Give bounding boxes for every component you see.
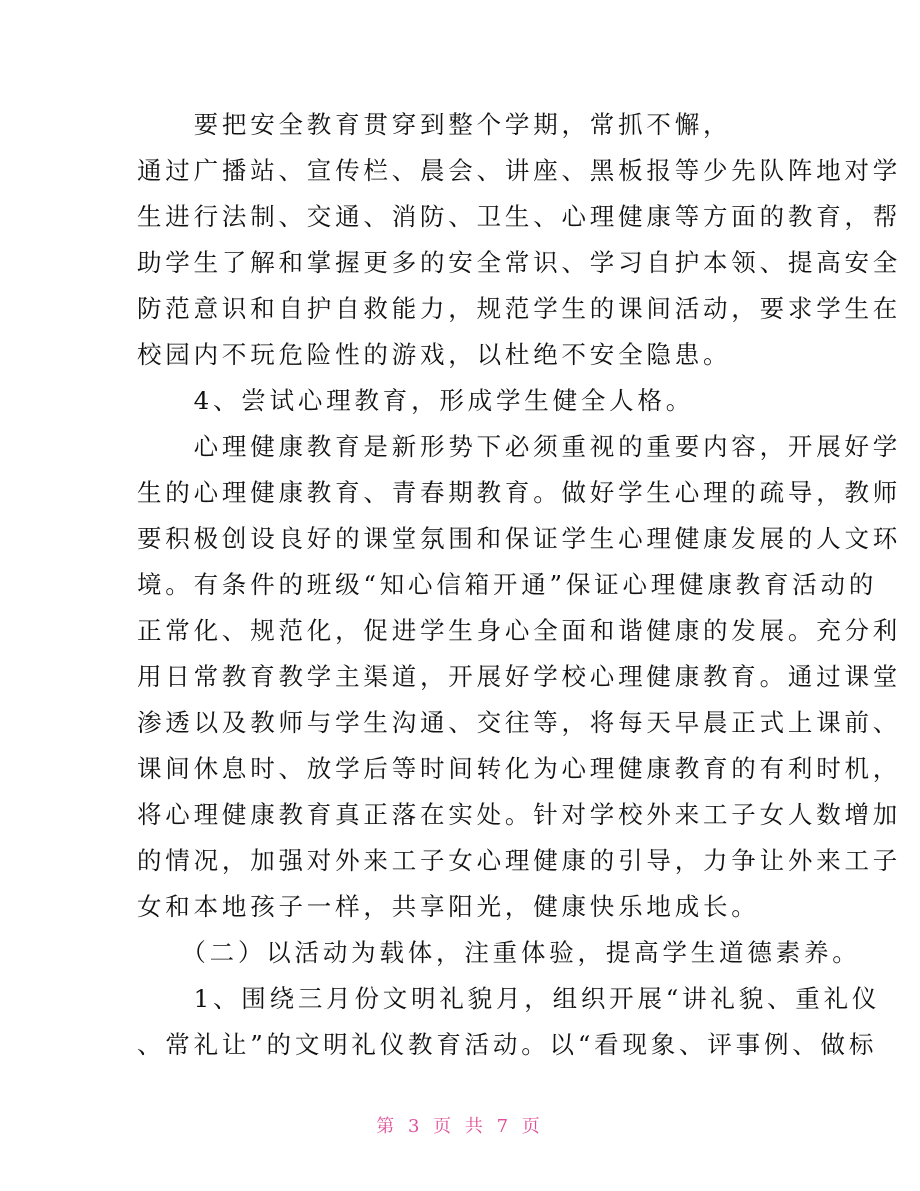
section-heading: 4、尝试心理教育，形成学生健全人格。 [137,386,695,415]
section-heading: （二）以活动为载体，注重体验，提高学生道德素养。 [137,938,861,967]
page-number-footer: 第 3 页 共 7 页 [376,1116,544,1137]
text-line: 生进行法制、交通、消防、卫生、心理健康等方面的教育，帮 [137,202,902,231]
text-line: 生的心理健康教育、青春期教育。做好学生心理的疏导，教师 [137,478,902,507]
text-line: 用日常教育教学主渠道，开展好学校心理健康教育。通过课堂 [137,662,902,691]
text-line: 要把安全教育贯穿到整个学期，常抓不懈， [137,110,732,139]
text-line: 要积极创设良好的课堂氛围和保证学生心理健康发展的人文环 [137,524,902,553]
text-line: 通过广播站、宣传栏、晨会、讲座、黑板报等少先队阵地对学 [137,156,902,185]
text-line: 校园内不玩危险性的游戏，以杜绝不安全隐患。 [137,340,732,369]
text-line: 渗透以及教师与学生沟通、交往等，将每天早晨正式上课前、 [137,708,902,737]
text-line: 、常礼让”的文明礼仪教育活动。以“看现象、评事例、做标 [137,1030,878,1059]
text-line: 正常化、规范化，促进学生身心全面和谐健康的发展。充分利 [137,616,902,645]
text-line: 女和本地孩子一样，共享阳光，健康快乐地成长。 [137,892,760,921]
text-line: 防范意识和自护自救能力，规范学生的课间活动，要求学生在 [137,294,902,323]
text-line: 助学生了解和掌握更多的安全常识、学习自护本领、提高安全 [137,248,902,277]
text-line: 心理健康教育是新形势下必须重视的重要内容，开展好学 [137,432,902,461]
text-line: 1、围绕三月份文明礼貌月，组织开展“讲礼貌、重礼仪 [137,984,881,1013]
body-text [137,102,902,1068]
text-line: 的情况，加强对外来工子女心理健康的引导，力争让外来工子 [137,846,902,875]
text-line: 课间休息时、放学后等时间转化为心理健康教育的有利时机， [137,754,902,783]
text-line: 将心理健康教育真正落在实处。针对学校外来工子女人数增加 [137,800,902,829]
text-line: 境。有条件的班级“知心信箱开通”保证心理健康教育活动的 [137,570,878,599]
